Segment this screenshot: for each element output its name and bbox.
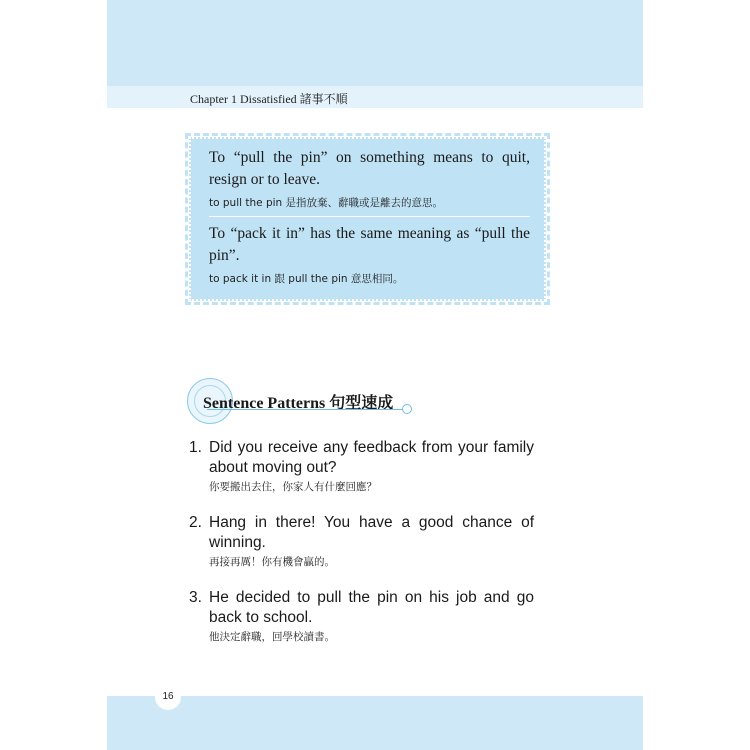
heading-dot-decoration (402, 404, 412, 414)
page-number: 16 (155, 684, 181, 710)
pattern-item (189, 513, 534, 570)
note-chinese-text: to pull the pin 是指放棄、辭職或是離去的意思。 (209, 197, 444, 209)
heading-underline (207, 409, 403, 410)
note-english-text: To “pack it in” has the same meaning as “pull the pin”. (209, 225, 530, 264)
pattern-number: 3. (189, 589, 202, 606)
note-chinese-text: to pack it in 跟 pull the pin 意思相同。 (209, 273, 404, 285)
note-box (189, 137, 546, 301)
pattern-chinese: 他決定辭職，回學校讀書。 (209, 631, 335, 643)
note-item (209, 223, 530, 287)
chapter-label: Chapter 1 Dissatisfied 諸事不順 (190, 92, 348, 106)
section-title: Sentence Patterns 句型速成 (203, 395, 394, 412)
note-divider (209, 216, 530, 217)
pattern-chinese: 你要搬出去住，你家人有什麼回應？ (209, 481, 377, 493)
note-english-text: To “pull the pin” on something means to quit, resign or to leave. (209, 149, 530, 188)
pattern-english: Did you receive any feedback from your family about moving out? (209, 439, 534, 476)
pattern-english: He decided to pull the pin on his job and go back to school. (209, 589, 534, 626)
pattern-number: 2. (189, 514, 202, 531)
pattern-item (189, 438, 534, 495)
pattern-list (189, 438, 534, 663)
footer-band (107, 696, 643, 750)
book-page (107, 0, 643, 750)
pattern-chinese: 再接再厲！你有機會贏的。 (209, 556, 335, 568)
pattern-english: Hang in there! You have a good chance of winning. (209, 514, 534, 551)
pattern-number: 1. (189, 439, 202, 456)
section-heading (187, 378, 447, 426)
header-strip (107, 86, 643, 108)
pattern-item (189, 588, 534, 645)
note-item (209, 147, 530, 211)
